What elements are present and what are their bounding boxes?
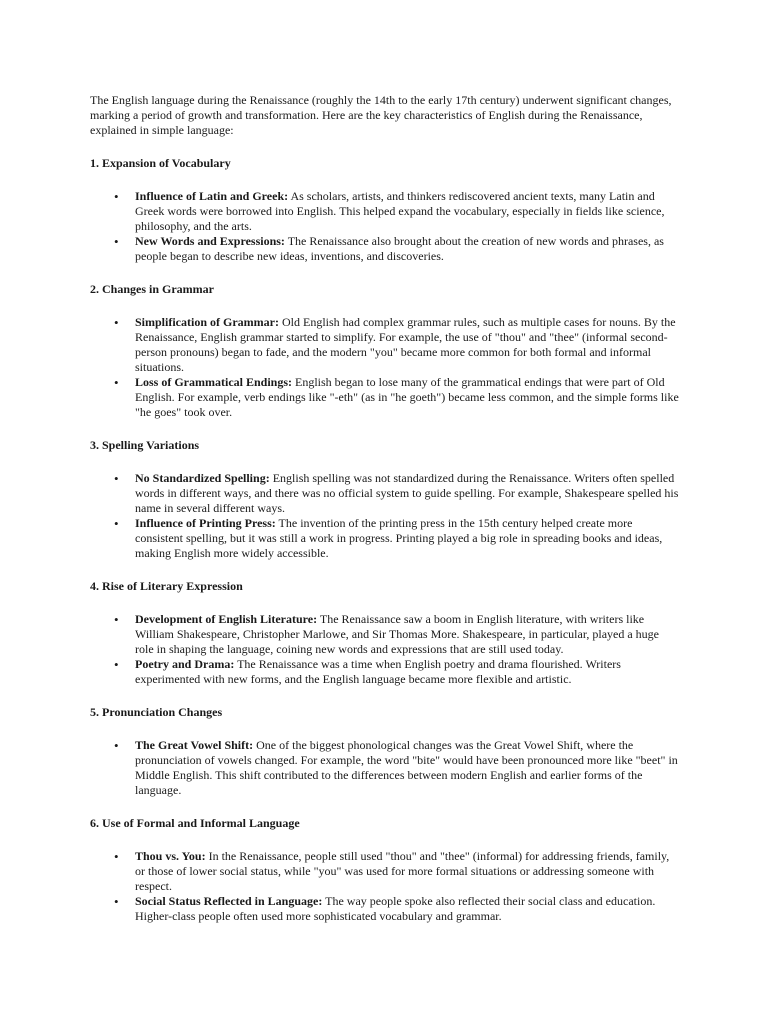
section-vocabulary xyxy=(90,156,680,264)
section-heading: 4. Rise of Literary Expression xyxy=(90,579,243,593)
section-spelling xyxy=(90,438,680,561)
list-item xyxy=(90,516,680,561)
item-term: Social Status Reflected in Language: xyxy=(135,894,323,908)
item-term: Loss of Grammatical Endings: xyxy=(135,375,293,389)
section-formal-informal xyxy=(90,816,680,924)
list-item xyxy=(90,738,680,798)
bullet-icon: • xyxy=(114,657,119,672)
list-item xyxy=(90,189,680,234)
document-page xyxy=(90,93,680,924)
item-text: The way people spoke also reflected their social class and education. Higher-class people often used more sophisticated vocabulary and grammar. xyxy=(135,894,656,923)
section-heading: 3. Spelling Variations xyxy=(90,438,200,452)
bullet-icon: • xyxy=(114,315,119,330)
item-text: The Renaissance saw a boom in English literature, with writers like William Shakespeare, Christopher Marlowe, and Sir Thomas More. Shakespeare, in particular, played a huge role in shaping the language, coining new words and expressions that are still used today. xyxy=(135,612,659,656)
item-term: Development of English Literature: xyxy=(135,612,318,626)
item-term: Thou vs. You: xyxy=(135,849,206,863)
section-grammar xyxy=(90,282,680,420)
bullet-list xyxy=(90,849,680,924)
bullet-icon: • xyxy=(114,189,119,204)
section-pronunciation xyxy=(90,705,680,798)
list-item xyxy=(90,657,680,687)
bullet-list xyxy=(90,738,680,798)
item-text: The invention of the printing press in the 15th century helped create more consistent spelling, but it was still a work in progress. Printing played a big role in spreading books and ideas, making English more widely accessible. xyxy=(135,516,663,560)
section-heading: 5. Pronunciation Changes xyxy=(90,705,223,719)
item-text: In the Renaissance, people still used "thou" and "thee" (informal) for addressing friends, family, or those of lower social status, while "you" was used for more formal situations or addressing someone with respect. xyxy=(135,849,670,893)
item-term: Poetry and Drama: xyxy=(135,657,235,671)
item-text: As scholars, artists, and thinkers rediscovered ancient texts, many Latin and Greek words were borrowed into English. This helped expand the vocabulary, especially in fields like science, philosophy, and the arts. xyxy=(135,189,665,233)
item-term: No Standardized Spelling: xyxy=(135,471,270,485)
section-heading: 2. Changes in Grammar xyxy=(90,282,214,296)
item-term: The Great Vowel Shift: xyxy=(135,738,254,752)
item-term: Influence of Printing Press: xyxy=(135,516,276,530)
item-text: The Renaissance was a time when English poetry and drama flourished. Writers experimented with new forms, and the English language became more flexible and artistic. xyxy=(135,657,621,686)
item-term: Influence of Latin and Greek: xyxy=(135,189,289,203)
bullet-icon: • xyxy=(114,375,119,390)
intro-paragraph: The English language during the Renaissance (roughly the 14th to the early 17th century) underwent significant changes, marking a period of growth and transformation. Here are the key characteristics of English during the Renaissance, explained in simple language: xyxy=(90,93,672,137)
list-item xyxy=(90,234,680,264)
list-item xyxy=(90,471,680,516)
bullet-icon: • xyxy=(114,612,119,627)
list-item xyxy=(90,612,680,657)
bullet-icon: • xyxy=(114,738,119,753)
list-item xyxy=(90,849,680,894)
item-text: English began to lose many of the grammatical endings that were part of Old English. For example, verb endings like "-eth" (as in "he goeth") became less common, and the simple forms like "he goes" took over. xyxy=(135,375,679,419)
list-item xyxy=(90,315,680,375)
section-heading: 6. Use of Formal and Informal Language xyxy=(90,816,300,830)
item-text: English spelling was not standardized during the Renaissance. Writers often spelled words in different ways, and there was no official system to guide spelling. For example, Shakespeare spelled his name in several different ways. xyxy=(135,471,679,515)
section-heading: 1. Expansion of Vocabulary xyxy=(90,156,231,170)
section-literary xyxy=(90,579,680,687)
list-item xyxy=(90,894,680,924)
item-text: The Renaissance also brought about the creation of new words and phrases, as people began to describe new ideas, inventions, and discoveries. xyxy=(135,234,664,263)
item-term: Simplification of Grammar: xyxy=(135,315,279,329)
bullet-list xyxy=(90,189,680,264)
bullet-icon: • xyxy=(114,894,119,909)
bullet-list xyxy=(90,315,680,420)
bullet-icon: • xyxy=(114,849,119,864)
list-item xyxy=(90,375,680,420)
bullet-icon: • xyxy=(114,516,119,531)
bullet-icon: • xyxy=(114,471,119,486)
bullet-list xyxy=(90,471,680,561)
bullet-icon: • xyxy=(114,234,119,249)
item-text: Old English had complex grammar rules, such as multiple cases for nouns. By the Renaissance, English grammar started to simplify. For example, the use of "thou" and "thee" (informal second-person pronouns) began to fade, and the modern "you" became more common for both formal and informal situations. xyxy=(135,315,676,374)
bullet-list xyxy=(90,612,680,687)
item-term: New Words and Expressions: xyxy=(135,234,285,248)
item-text: One of the biggest phonological changes was the Great Vowel Shift, where the pronunciation of vowels changed. For example, the word "bite" would have been pronounced more like "beet" in Middle English. This shift contributed to the differences between modern English and earlier forms of the language. xyxy=(135,738,678,797)
